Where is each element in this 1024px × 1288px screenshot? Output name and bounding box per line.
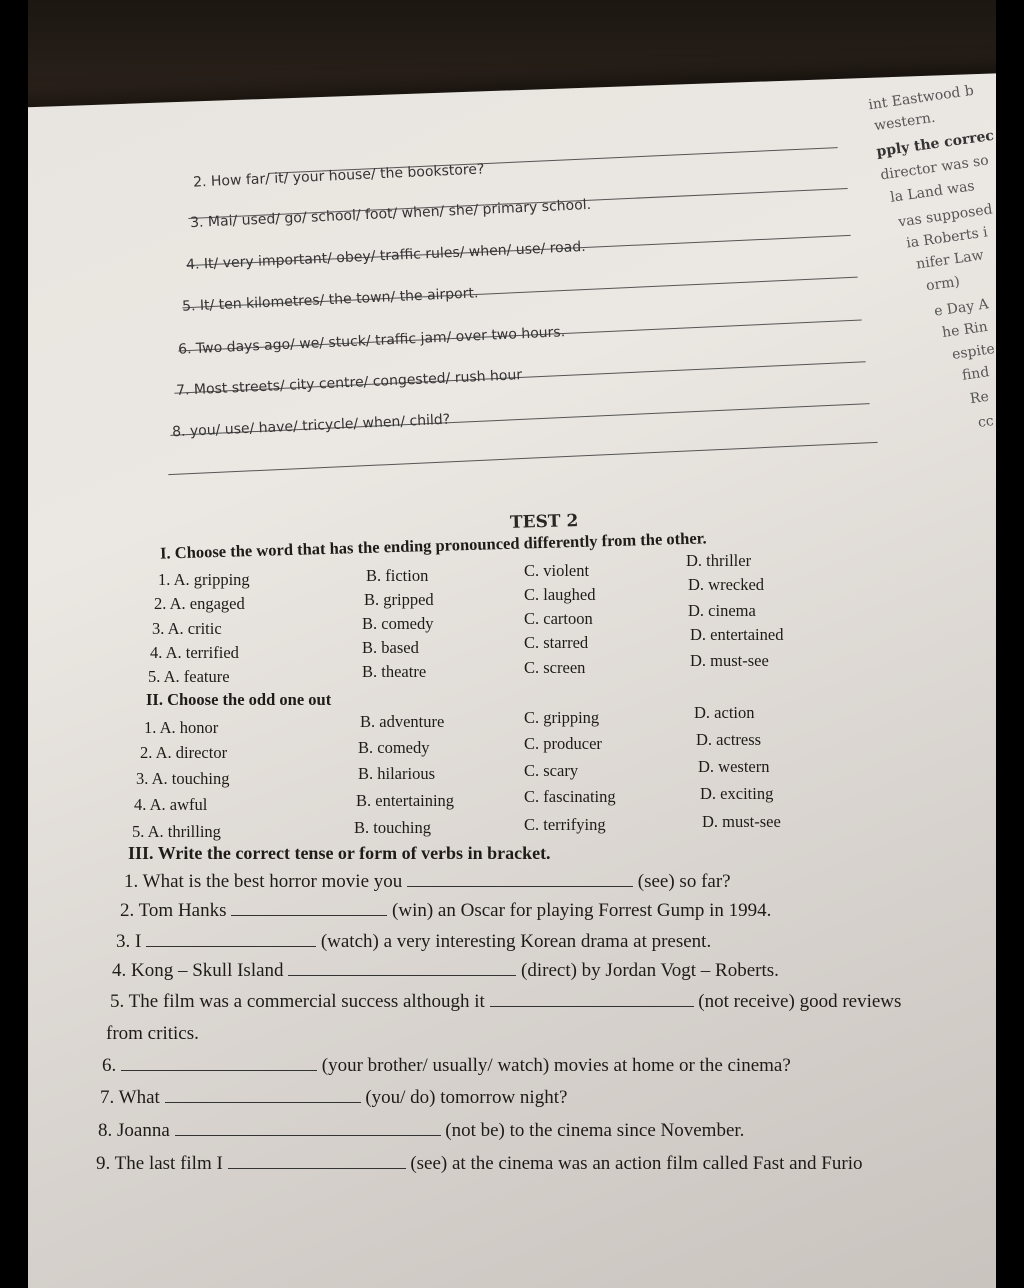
side-fragment: la Land was: [889, 178, 976, 206]
option-a: 2. A. director: [140, 743, 228, 762]
option-d: D. exciting: [700, 784, 774, 803]
option-a: 2. A. engaged: [154, 594, 245, 613]
answer-blank[interactable]: [165, 1088, 361, 1103]
option-c: C. laughed: [524, 585, 596, 604]
option-b: B. touching: [354, 818, 431, 837]
side-fragment: cc: [976, 412, 995, 432]
option-c: C. terrifying: [524, 815, 606, 834]
side-fragment: director was so: [879, 152, 990, 184]
fill-item: [112, 960, 779, 982]
option-c: C. gripping: [524, 708, 600, 727]
section-heading: III. Write the correct tense or form of verbs in bracket.: [128, 843, 551, 863]
sentence-item: 7. Most streets/ city centre/ congested/ rush hour: [175, 367, 523, 399]
option-b: B. theatre: [362, 662, 427, 681]
fill-item-text: 6.: [102, 1055, 117, 1076]
option-a: 5. A. feature: [148, 667, 230, 686]
fill-item-text: 1. What is the best horror movie you: [124, 871, 403, 892]
option-b: B. comedy: [362, 614, 434, 633]
option-d: D. must-see: [690, 651, 769, 670]
option-c: C. screen: [524, 658, 586, 677]
fill-item-text: 3. I: [116, 931, 142, 952]
side-fragment: pply the correc: [875, 127, 995, 161]
option-b: B. comedy: [358, 738, 430, 757]
option-b: B. fiction: [366, 566, 429, 585]
option-d: D. wrecked: [688, 575, 765, 594]
fill-item-text: 8. Joanna: [98, 1120, 170, 1141]
option-a: 1. A. honor: [144, 718, 219, 737]
fill-item: [102, 1055, 791, 1077]
option-a: 3. A. critic: [152, 619, 222, 638]
option-b: B. entertaining: [356, 791, 455, 810]
fill-item-hint: (direct) by Jordan Vogt – Roberts.: [521, 960, 779, 981]
fill-item: [98, 1120, 744, 1142]
fill-item: [100, 1087, 567, 1109]
option-a: 3. A. touching: [136, 769, 230, 788]
fill-item-text: from critics.: [106, 1023, 199, 1044]
option-a: 4. A. awful: [134, 795, 208, 814]
sentence-item: 5. It/ ten kilometres/ the town/ the airport.: [181, 285, 479, 315]
fill-item-hint: (see) at the cinema was an action film called Fast and Furio: [410, 1153, 863, 1174]
option-c: C. scary: [524, 761, 579, 780]
option-b: B. hilarious: [358, 764, 435, 783]
fill-item-continuation: [106, 1023, 199, 1045]
answer-blank[interactable]: [228, 1154, 406, 1169]
fill-item: [96, 1153, 862, 1175]
side-fragment: find: [961, 364, 991, 384]
fill-item-text: 7. What: [100, 1087, 160, 1108]
side-fragment: western.: [873, 109, 937, 135]
option-b: B. gripped: [364, 590, 434, 609]
option-c: C. starred: [524, 633, 589, 652]
fill-item: [124, 871, 731, 893]
side-fragment: Re: [968, 388, 990, 408]
side-fragment: nifer Law: [915, 247, 985, 273]
option-b: B. adventure: [360, 712, 445, 731]
option-d: D. must-see: [702, 812, 781, 831]
answer-blank[interactable]: [175, 1121, 441, 1136]
fill-item: [116, 931, 711, 953]
option-c: C. cartoon: [524, 609, 593, 628]
option-b: B. based: [362, 638, 419, 657]
option-d: D. cinema: [688, 601, 756, 620]
fill-item: [120, 900, 771, 922]
sentence-item: 3. Mai/ used/ go/ school/ foot/ when/ she/ primary school.: [189, 196, 592, 232]
fill-item-text: 9. The last film I: [96, 1153, 223, 1174]
fill-item: [110, 991, 901, 1013]
side-fragment: int Eastwood b: [867, 82, 975, 114]
answer-blank[interactable]: [146, 932, 316, 947]
photo: [28, 0, 996, 1288]
option-a: 5. A. thrilling: [132, 822, 221, 841]
fill-item-hint: (win) an Oscar for playing Forrest Gump in 1994.: [392, 900, 772, 921]
option-d: D. action: [694, 703, 755, 722]
fill-item-hint: (not be) to the cinema since November.: [445, 1120, 745, 1141]
option-d: D. entertained: [690, 625, 784, 644]
answer-line: [168, 442, 877, 475]
sentence-item: 4. It/ very important/ obey/ traffic rules/ when/ use/ road.: [185, 238, 586, 274]
side-fragment: espite: [951, 341, 996, 363]
option-c: C. fascinating: [524, 787, 616, 806]
worksheet-content: [28, 0, 996, 1288]
option-a: 4. A. terrified: [150, 643, 239, 662]
fill-item-text: 2. Tom Hanks: [120, 900, 227, 921]
side-fragment: he Rin: [941, 318, 989, 342]
answer-blank[interactable]: [407, 872, 633, 887]
answer-blank[interactable]: [490, 992, 694, 1007]
fill-item-hint: (watch) a very interesting Korean drama at present.: [320, 931, 712, 952]
answer-blank[interactable]: [121, 1056, 317, 1071]
section-heading: II. Choose the odd one out: [146, 690, 332, 709]
option-d: D. western: [698, 757, 770, 776]
option-d: D. actress: [696, 730, 762, 749]
side-fragment: vas supposed: [897, 201, 994, 231]
sentence-item: 6. Two days ago/ we/ stuck/ traffic jam/ over two hours.: [177, 324, 566, 358]
side-fragment: orm): [925, 273, 961, 295]
fill-item-hint: (you/ do) tomorrow night?: [365, 1087, 568, 1108]
side-fragment: ia Roberts i: [905, 224, 989, 252]
fill-item-hint: (your brother/ usually/ watch) movies at home or the cinema?: [321, 1055, 791, 1076]
fill-item-text: 4. Kong – Skull Island: [112, 960, 284, 981]
option-d: D. thriller: [686, 551, 752, 570]
option-c: C. violent: [524, 561, 590, 580]
fill-item-text: 5. The film was a commercial success although it: [110, 991, 485, 1012]
fill-item-hint: (not receive) good reviews: [698, 991, 902, 1012]
answer-blank[interactable]: [231, 901, 387, 916]
option-c: C. producer: [524, 734, 602, 753]
option-a: 1. A. gripping: [158, 570, 250, 589]
side-fragment: e Day A: [933, 296, 990, 320]
side-page: [866, 80, 996, 440]
sentence-item: 8. you/ use/ have/ tricycle/ when/ child?: [171, 411, 451, 441]
fill-item-hint: (see) so far?: [637, 871, 731, 892]
section-heading: I. Choose the word that has the ending pronounced differently from the other.: [159, 528, 707, 563]
sentence-item: 2. How far/ it/ your house/ the bookstore?: [192, 161, 485, 191]
answer-blank[interactable]: [288, 961, 516, 976]
test-title: TEST 2: [509, 511, 579, 533]
